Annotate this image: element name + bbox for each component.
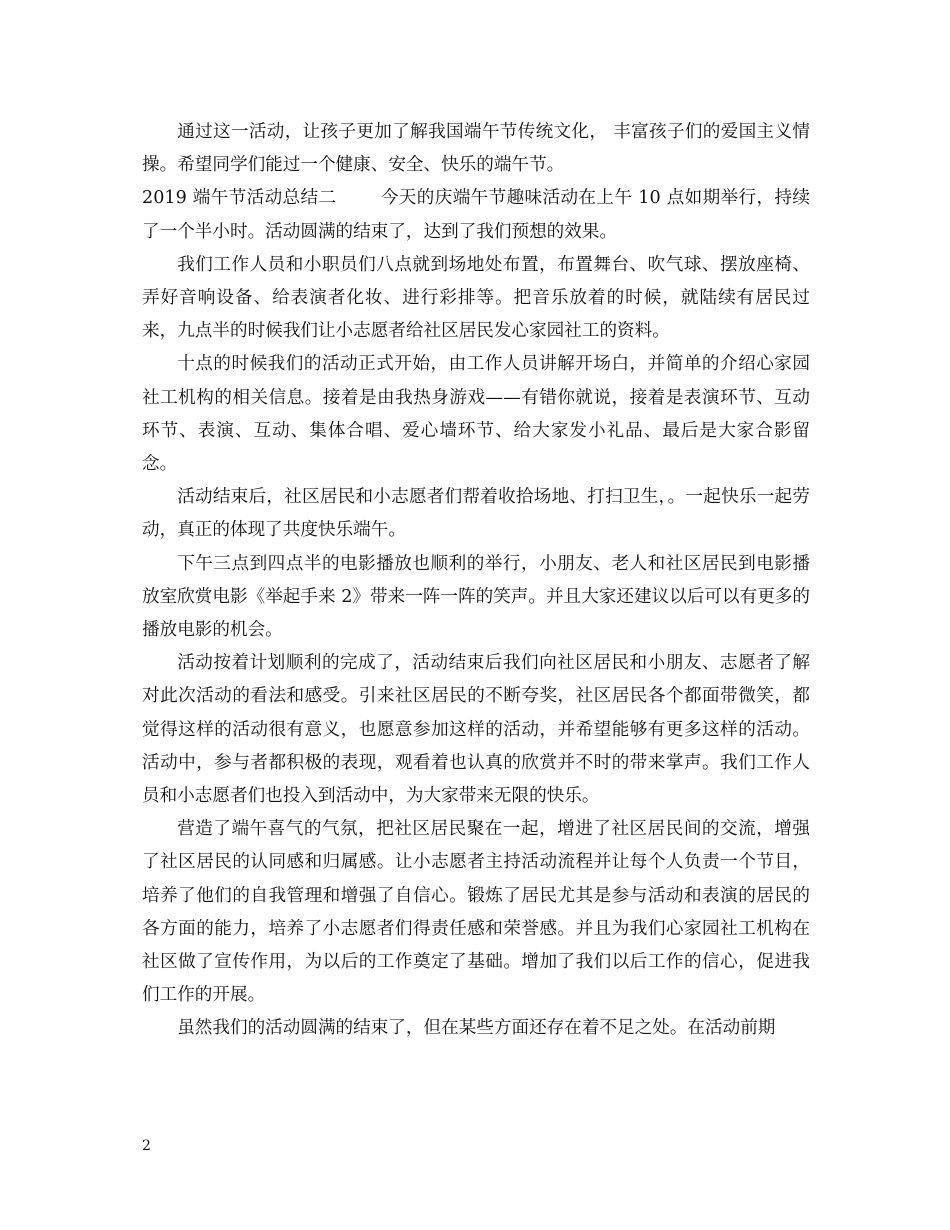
section-heading-paragraph: [142, 182, 810, 248]
paragraph-program: 十点的时候我们的活动正式开始，由工作人员讲解开场白，并简单的介绍心家园社工机构的相关信息。接着是由我热身游戏——有错你就说，接着是表演环节、互动环节、表演、互动、集体合唱、爱心墙环节、给大家发小礼品、最后是大家合影留念。: [142, 354, 810, 475]
section-heading: 2019 端午节活动总结二: [142, 188, 337, 209]
paragraph-intro-conclusion: 通过这一活动，让孩子更加了解我国端午节传统文化， 丰富孩子们的爱国主义情操。希望同学们能过一个健康、安全、快乐的端午节。: [142, 122, 810, 176]
paragraph-event-summary: 今天的庆端午节趣味活动在上午 10 点如期举行，持续了一个半小时。活动圆满的结束了，达到了我们预想的效果。: [142, 188, 811, 242]
paragraph-preparation: 我们工作人员和小职员们八点就到场地处布置，布置舞台、吹气球、摆放座椅、弄好音响设备、给表演者化妆、进行彩排等。把音乐放着的时候，就陆续有居民过来，九点半的时候我们让小志愿者给社区居民发心家园社工的资料。: [142, 254, 810, 342]
document-body: [142, 116, 810, 1046]
paragraph-cleanup: 活动结束后，社区居民和小志愿者们帮着收拾场地、打扫卫生，。一起快乐一起劳动，真正的体现了共度快乐端午。: [142, 487, 810, 541]
paragraph-feedback: 活动按着计划顺利的完成了，活动结束后我们向社区居民和小朋友、志愿者了解对此次活动的看法和感受。引来社区居民的不断夸奖，社区居民各个都面带微笑，都觉得这样的活动很有意义，也愿意参加这样的活动，并希望能够有更多这样的活动。活动中，参与者都积极的表现，观看着也认真的欣赏并不时的带来掌声。我们工作人员和小志愿者们也投入到活动中，为大家带来无限的快乐。: [142, 653, 810, 807]
paragraph-movie: 下午三点到四点半的电影播放也顺利的举行，小朋友、老人和社区居民到电影播放室欣赏电影《举起手来 2》带来一阵一阵的笑声。并且大家还建议以后可以有更多的播放电影的机会。: [142, 553, 810, 641]
paragraph-shortcomings: 虽然我们的活动圆满的结束了，但在某些方面还存在着不足之处。在活动前期: [177, 1018, 776, 1039]
paragraph-outcomes: 营造了端午喜气的气氛，把社区居民聚在一起，增进了社区居民间的交流，增强了社区居民的认同感和归属感。让小志愿者主持活动流程并让每个人负责一个节目，培养了他们的自我管理和增强了自信心。锻炼了居民尤其是参与活动和表演的居民的各方面的能力，培养了小志愿者们得责任感和荣誉感。并且为我们心家园社工机构在社区做了宣传作用，为以后的工作奠定了基础。增加了我们以后工作的信心，促进我们工作的开展。: [142, 819, 810, 1006]
page-number: 2: [142, 1138, 151, 1154]
